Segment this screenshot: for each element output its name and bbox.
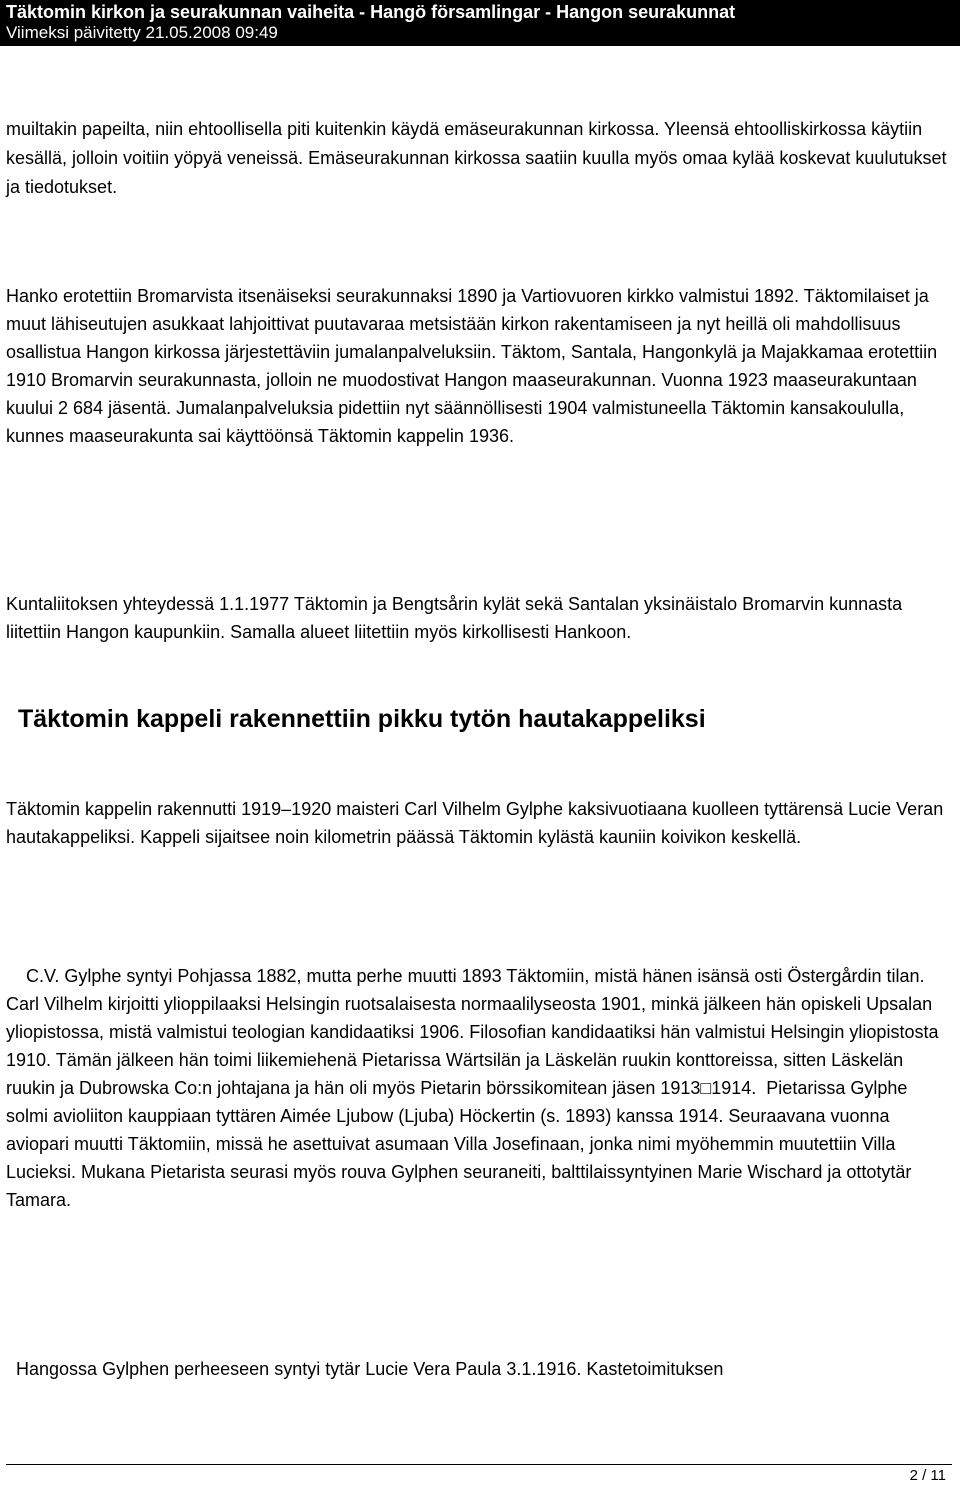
paragraph-lucie-vera-birth: Hangossa Gylphen perheeseen syntyi tytär Lucie Vera Paula 3.1.1916. Kastetoimituksen bbox=[6, 1359, 724, 1379]
section-heading: Täktomin kappeli rakennettiin pikku tytön hautakappeliksi bbox=[18, 705, 706, 733]
paragraph-gylphe-biography: C.V. Gylphe syntyi Pohjassa 1882, mutta perhe muutti 1893 Täktomiin, mistä hänen isänsä osti Östergårdin tilan. Carl Vilhelm kirjoitti ylioppilaaksi Helsingin ruotsalaisesta normaalilyseosta 1901, minkä jälkeen hän opiskeli Upsalan yliopistossa, mistä valmistui teologian kandidaatiksi 1906. Filosofian kandidaatiksi hän valmistui Helsingin yliopistosta 1910. Tämän jälkeen hän toimi liikemiehenä Pietarissa Wärtsilän ja Läskelän ruukin konttoreissa, sitten Läskelän ruukin ja Dubrowska Co:n johtajana ja hän oli myös Pietarin börssikomitean jäsen 1913□1914. Pietarissa Gylphe solmi avioliiton kauppiaan tyttären Aimée Ljubow (Ljuba) Höckertin (s. 1893) kanssa 1914. Seuraavana vuonna aviopari muutti Täktomiin, missä he asettuivat asumaan Villa Josefinaan, jonka nimi myöhemmin muutettiin Villa Lucieksi. Mukana Pietarista seurasi myös rouva Gylphen seuraneiti, balttilaissyntyinen Marie Wischard ja ottotytär Tamara. bbox=[6, 966, 944, 1210]
page-header bbox=[0, 0, 960, 46]
paragraph-hanko-parish: Hanko erotettiin Bromarvista itsenäiseksi seurakunnaksi 1890 ja Vartiovuoren kirkko valmistui 1892. Täktomilaiset ja muut lähiseutujen asukkaat lahjoittivat puutavaraa metsistään kirkon rakentamiseen ja nyt heillä oli mahdollisuus osallistua Hangon kirkossa järjestettäviin jumalanpalveluksiin. Täktom, Santala, Hangonkylä ja Majakkamaa erotettiin 1910 Bromarvin seurakunnasta, jolloin ne muodostivat Hangon maaseurakunnan. Vuonna 1923 maaseurakuntaan kuului 2 684 jäsentä. Jumalanpalveluksia pidettiin nyt säännöllisesti 1904 valmistuneella Täktomin kansakoululla, kunnes maaseurakunta sai käyttöönsä Täktomin kappelin 1936. bbox=[6, 286, 938, 446]
last-updated-text: Viimeksi päivitetty 21.05.2008 09:49 bbox=[6, 23, 278, 42]
page-number: 2 / 11 bbox=[909, 1467, 946, 1484]
paragraph-chapel-built: Täktomin kappelin rakennutti 1919–1920 maisteri Carl Vilhelm Gylphe kaksivuotiaana kuolleen tyttärensä Lucie Veran hautakappeliksi. Kappeli sijaitsee noin kilometrin päässä Täktomin kylästä kauniin koivikon keskellä. bbox=[6, 799, 944, 847]
paragraph-communion: muiltakin papeilta, niin ehtoollisella piti kuitenkin käydä emäseurakunnan kirkossa. Yleensä ehtoolliskirkossa käytiin kesällä, jolloin voitiin yöpyä veneissä. Emäseurakunnan kirkossa saatiin kuulla myös omaa kylää koskevat kuulutukset ja tiedotukset. bbox=[6, 119, 947, 197]
paragraph-municipal-merger: Kuntaliitoksen yhteydessä 1.1.1977 Täktomin ja Bengtsårin kylät sekä Santalan yksinäistalo Bromarvin kunnasta liitettiin Hangon kaupunkiin. Samalla alueet liitettiin myös kirkollisesti Hankoon. bbox=[6, 594, 903, 642]
footer-divider bbox=[6, 1464, 952, 1465]
document-title: Täktomin kirkon ja seurakunnan vaiheita - Hangö församlingar - Hangon seurakunnat bbox=[6, 2, 736, 22]
